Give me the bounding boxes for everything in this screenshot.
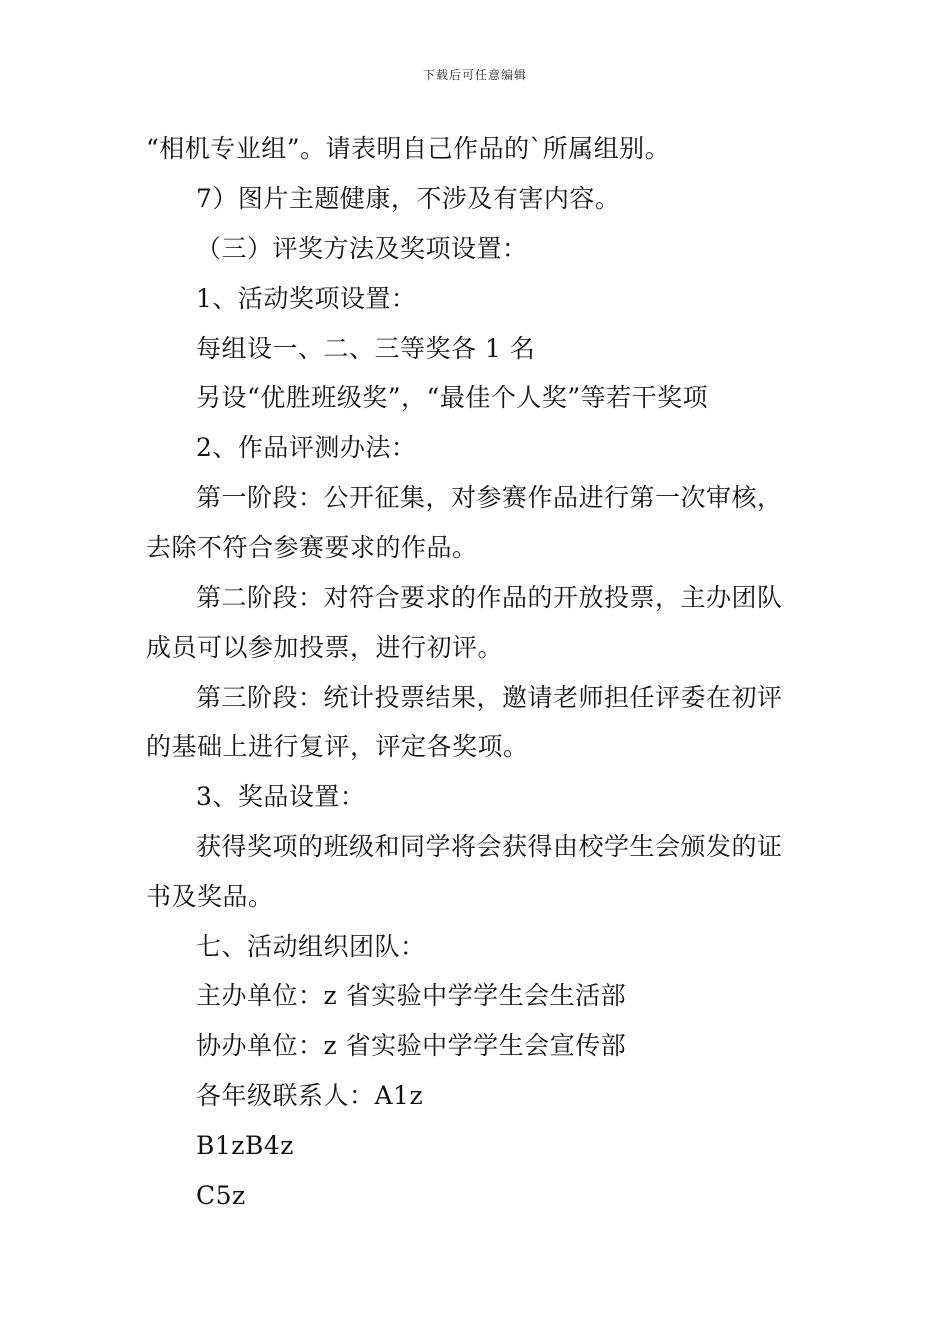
body-line: 主办单位：z 省实验中学学生会生活部	[196, 981, 627, 1010]
body-line: 第一阶段：公开征集，对参赛作品进行第一次审核，	[196, 483, 783, 512]
body-line: 协办单位：z 省实验中学学生会宣传部	[196, 1031, 627, 1060]
page-header-note: 下载后可任意编辑	[422, 68, 527, 82]
body-line: 获得奖项的班级和同学将会获得由校学生会颁发的证	[196, 832, 783, 861]
body-line: 7）图片主题健康，不涉及有害内容。	[196, 184, 621, 213]
subsection-heading: 3、奖品设置：	[196, 782, 366, 811]
body-line: 另设“优胜班级奖”，“最佳个人奖”等若干奖项	[196, 383, 709, 412]
subsection-heading: 2、作品评测办法：	[196, 433, 417, 462]
body-line: 去除不符合参赛要求的作品。	[146, 533, 478, 562]
section-heading: 七、活动组织团队：	[196, 932, 426, 961]
section-heading: （三）评奖方法及奖项设置：	[196, 234, 528, 263]
body-line: 的基础上进行复评，评定各奖项。	[146, 732, 529, 761]
body-line: “相机专业组”。请表明自己作品的`所属组别。	[146, 134, 671, 163]
body-line: C5z	[196, 1181, 246, 1210]
body-line: 第三阶段：统计投票结果，邀请老师担任评委在初评	[196, 683, 783, 712]
body-line: 书及奖品。	[146, 882, 274, 911]
subsection-heading: 1、活动奖项设置：	[196, 284, 417, 313]
body-line: 各年级联系人：A1z	[196, 1081, 424, 1110]
body-line: 成员可以参加投票，进行初评。	[146, 633, 504, 662]
body-line: 第二阶段：对符合要求的作品的开放投票，主办团队	[196, 583, 783, 612]
body-line: B1zB4z	[196, 1131, 294, 1160]
body-line: 每组设一、二、三等奖各 1 名	[196, 334, 536, 363]
